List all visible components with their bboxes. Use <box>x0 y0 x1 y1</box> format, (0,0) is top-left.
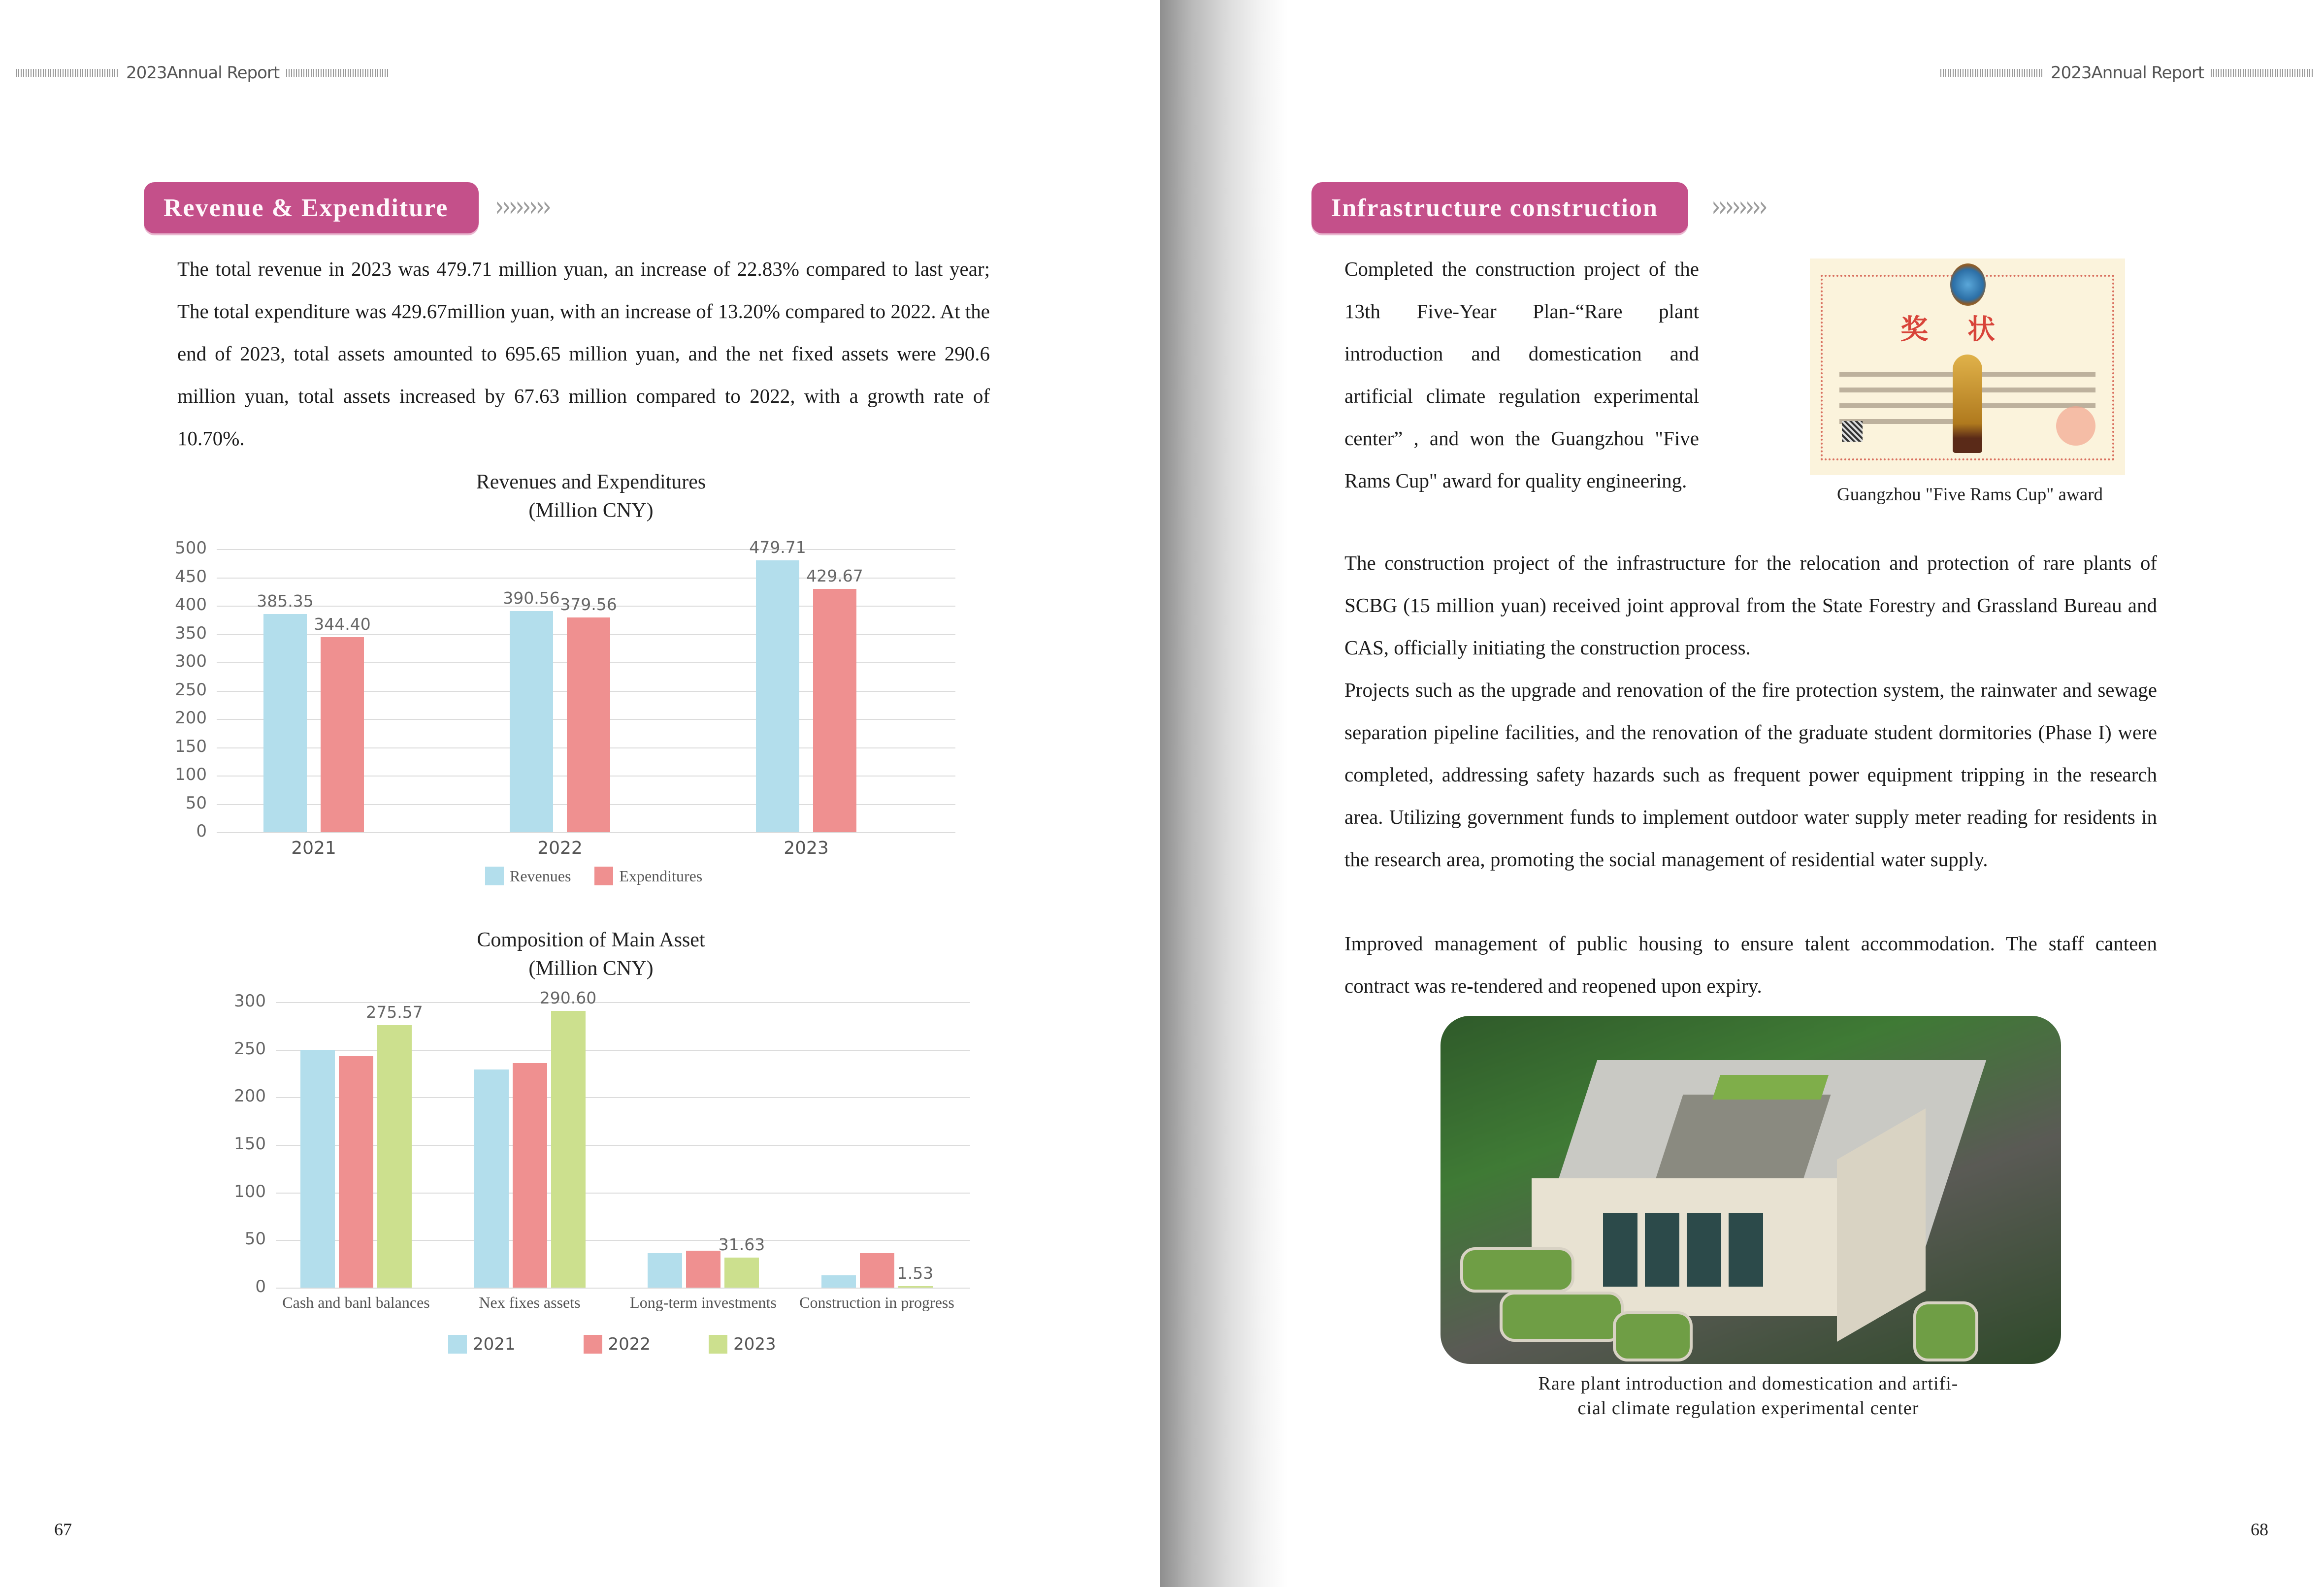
book-spine-shadow <box>1160 0 1288 1587</box>
intro-paragraph: The total revenue in 2023 was 479.71 million yuan, an increase of 22.83% compared to last year; The total expenditure was 429.67million yuan, with an increase of 13.20% compared to 2022. At the end of 2023, total assets amounted to 695.65 million yuan, and the net fixed assets were 290.6 million yuan, total assets increased by 67.63 million compared to 2022, with a growth rate of 10.70%. <box>177 258 990 450</box>
paragraph-housing: Improved management of public housing to ensure talent accommodation. The staff canteen contract was re-tendered and reopened upon expiry. <box>1344 932 2157 997</box>
bar-2022 <box>339 1056 373 1288</box>
y-tick-label: 100 <box>175 765 207 784</box>
y-tick-label: 500 <box>175 538 207 558</box>
y-tick-label: 200 <box>175 708 207 728</box>
legend-item-revenues: Revenues <box>485 867 571 885</box>
y-tick-label: 250 <box>175 680 207 700</box>
data-label: 344.40 <box>314 614 371 634</box>
bar-expenditures <box>813 589 856 832</box>
y-tick-label: 450 <box>175 566 207 586</box>
official-seal-icon <box>2056 406 2095 446</box>
y-tick-label: 150 <box>234 1134 266 1154</box>
legend-swatch <box>485 867 504 885</box>
chart-subtitle: (Million CNY) <box>528 499 654 522</box>
decorative-hatch <box>16 69 119 77</box>
data-label: 390.56 <box>503 588 560 608</box>
bar-2022 <box>686 1251 720 1288</box>
building-windows <box>1603 1213 1770 1287</box>
running-head-text: 2023Annual Report <box>126 63 280 83</box>
page-number-right: 68 <box>2251 1520 2268 1539</box>
left-page <box>0 0 1160 1587</box>
chart-legend <box>448 1334 776 1354</box>
paragraph-relocation: The construction project of the infrastructure for the relocation and protection of rare plants of SCBG (15 million yuan) received joint approval from the State Forestry and Grassland Bureau and CAS, officially initiating the construction process. <box>1344 551 2157 659</box>
y-tick-label: 50 <box>185 793 207 813</box>
qr-code-icon <box>1842 421 1863 442</box>
y-tick-label: 350 <box>175 623 207 643</box>
data-label: 479.71 <box>749 538 806 557</box>
y-tick-label: 50 <box>244 1229 266 1249</box>
y-tick-label: 250 <box>234 1038 266 1059</box>
section-title: Infrastructure construction <box>1331 194 1658 222</box>
bar-2023 <box>898 1286 933 1288</box>
decorative-hatch <box>1940 69 2044 77</box>
bar-revenues <box>510 611 553 832</box>
asset-composition-chart <box>197 926 985 1369</box>
legend-swatch <box>584 1335 602 1354</box>
bar-2023 <box>724 1258 759 1288</box>
decorative-hatch <box>2211 69 2314 77</box>
bar-2021 <box>474 1069 509 1288</box>
building-aerial-photo <box>1440 1016 2061 1364</box>
x-tick-label: Nex fixes assets <box>479 1294 581 1311</box>
legend-item-expenditures: Expenditures <box>594 867 702 885</box>
y-tick-label: 200 <box>234 1086 266 1106</box>
y-tick-label: 150 <box>175 736 207 756</box>
revenue-expenditure-chart <box>175 468 985 901</box>
photo-caption-line: Rare plant introduction and domestication and artifi- <box>1538 1373 1959 1394</box>
gridline <box>217 549 955 550</box>
photo-caption <box>1428 1371 2068 1421</box>
gridline <box>276 1288 970 1289</box>
section-title: Revenue & Expenditure <box>164 194 449 222</box>
legend-item-2022: 2022 <box>584 1334 651 1354</box>
y-tick-label: 0 <box>196 821 207 841</box>
lawn <box>1460 1247 1574 1293</box>
y-tick-label: 0 <box>255 1277 266 1296</box>
lawn <box>1500 1292 1624 1342</box>
running-head-text: 2023Annual Report <box>2051 63 2204 83</box>
x-tick-label: 2022 <box>537 838 583 858</box>
paragraph-renovation: Projects such as the upgrade and renovation of the fire protection system, the rainwater and sewage separation pipeline facilities, and the renovation of the graduate student dormitories (Phase I) were completed, addressing safety hazards such as frequent power equipment tripping in the research area. Utilizing government funds to implement outdoor water supply meter reading for residents in the research area, promoting the social management of residential water supply. <box>1344 679 2157 871</box>
bar-2022 <box>513 1063 547 1288</box>
bar-2021 <box>300 1050 335 1288</box>
section-title-banner <box>144 182 479 233</box>
award-caption: Guangzhou "Five Rams Cup" award <box>1837 485 2103 505</box>
x-tick-label: 2021 <box>291 838 336 858</box>
data-label: 1.53 <box>897 1263 934 1283</box>
award-certificate-image <box>1810 259 2125 475</box>
y-tick-label: 400 <box>175 595 207 615</box>
page-number-left: 67 <box>54 1520 72 1539</box>
legend-swatch <box>594 867 613 885</box>
trophy-icon <box>1953 355 1982 453</box>
emblem-icon <box>1950 263 1986 306</box>
bar-2021 <box>821 1275 856 1288</box>
chart-subtitle: (Million CNY) <box>528 957 654 980</box>
running-head-right <box>1940 63 2314 83</box>
bar-revenues <box>756 560 799 832</box>
bar-expenditures <box>567 617 610 832</box>
bar-revenues <box>263 614 307 832</box>
chevron-arrows-icon: ›››››››› <box>1711 190 1766 223</box>
lawn <box>1613 1311 1693 1361</box>
data-label: 379.56 <box>560 594 617 614</box>
data-label: 31.63 <box>718 1234 765 1254</box>
section-title-banner <box>1311 182 1688 233</box>
roof-garden <box>1712 1075 1829 1100</box>
chart-legend <box>485 867 702 885</box>
y-tick-label: 300 <box>175 651 207 671</box>
bar-2023 <box>377 1025 412 1288</box>
award-paragraph: Completed the construction project of the 13th Five-Year Plan-“Rare plant introduction and domestication and artificial climate regulation experimental center” , and won the Guangzhou "Five Rams Cup" award for quality engineering. <box>1344 258 1699 492</box>
chart-title: Composition of Main Asset <box>477 929 705 951</box>
data-label: 385.35 <box>257 591 314 611</box>
chart-title: Revenues and Expenditures <box>476 471 706 493</box>
x-tick-label: Cash and banl balances <box>282 1294 430 1311</box>
bar-2021 <box>648 1253 682 1288</box>
x-tick-label: Long-term investments <box>630 1294 777 1311</box>
bar-expenditures <box>321 637 364 832</box>
data-label: 275.57 <box>366 1003 423 1022</box>
bar-2023 <box>551 1011 586 1288</box>
chevron-arrows-icon: ›››››››› <box>495 190 550 223</box>
photo-caption-line: cial climate regulation experimental center <box>1577 1398 1919 1419</box>
y-tick-label: 100 <box>234 1181 266 1201</box>
x-tick-label: 2023 <box>784 838 829 858</box>
data-label: 290.60 <box>539 988 597 1008</box>
legend-item-2021: 2021 <box>448 1334 516 1354</box>
decorative-hatch <box>286 69 390 77</box>
data-label: 429.67 <box>806 566 863 585</box>
legend-swatch <box>448 1335 467 1354</box>
certificate-title: 奖状 <box>1900 314 2034 346</box>
y-tick-label: 300 <box>234 991 266 1011</box>
legend-swatch <box>709 1335 727 1354</box>
legend-item-2023: 2023 <box>709 1334 776 1354</box>
gridline <box>217 832 955 833</box>
running-head <box>16 63 390 83</box>
x-tick-label: Construction in progress <box>799 1294 954 1311</box>
lawn <box>1913 1301 1978 1361</box>
